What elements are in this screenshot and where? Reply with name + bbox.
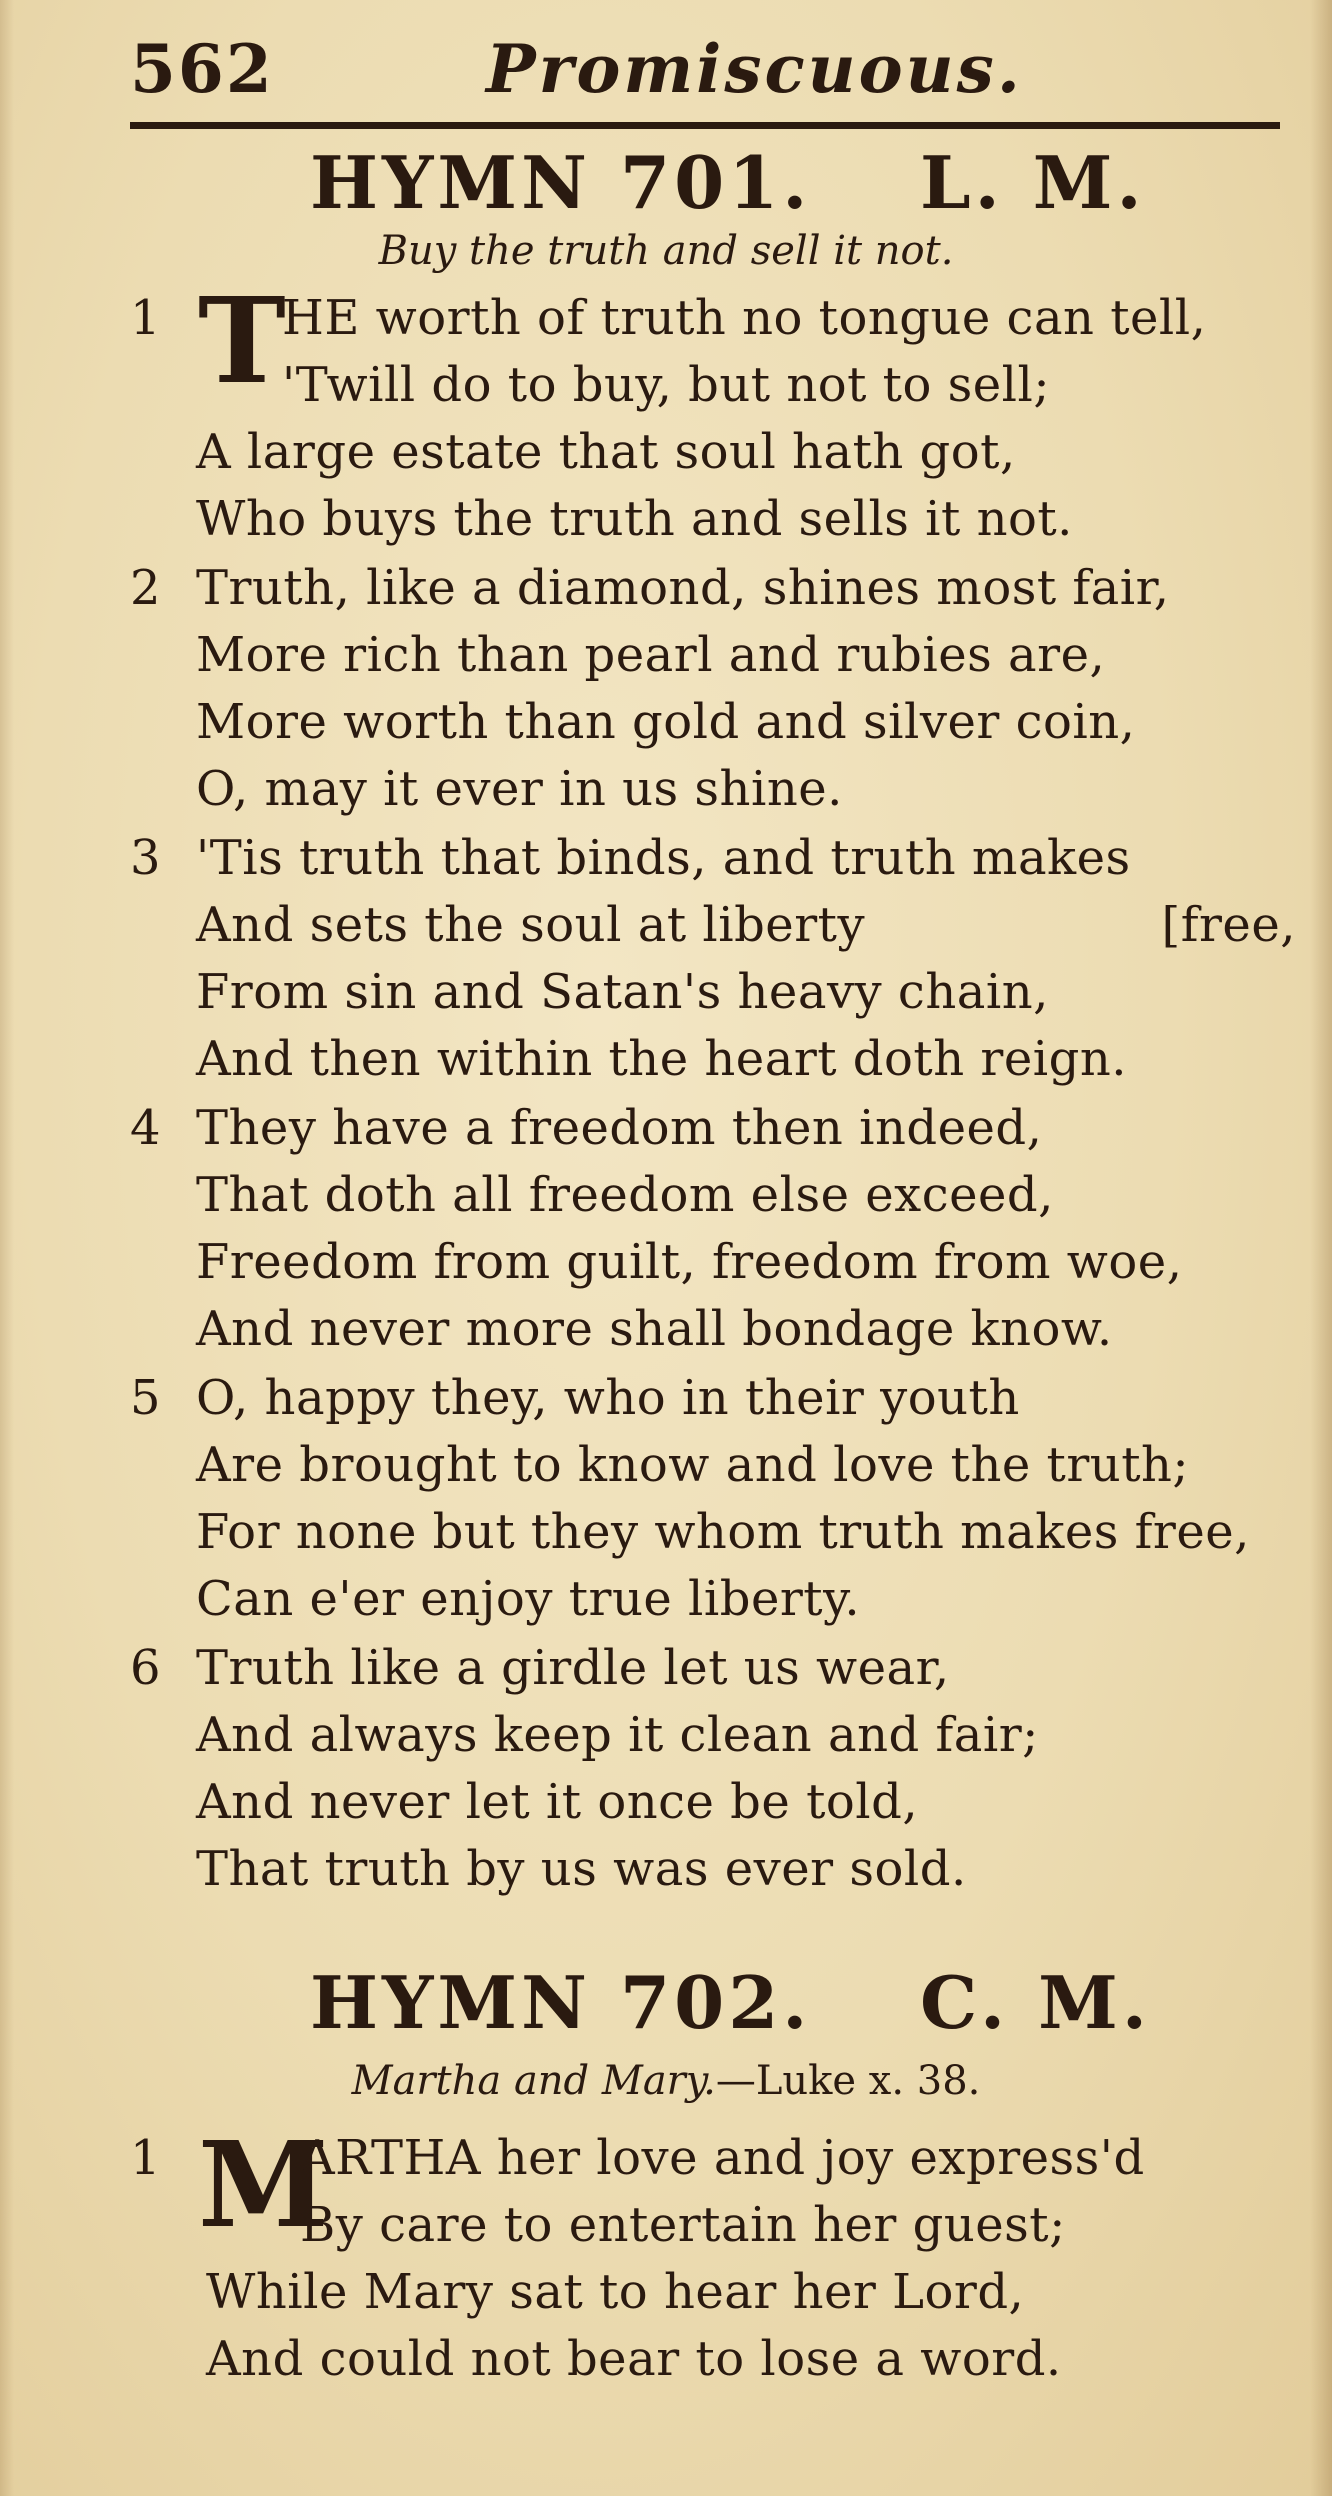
verse-text: They have a freedom then indeed, <box>196 1100 1043 1156</box>
verse-text: Truth, like a diamond, shines most fair, <box>196 560 1170 616</box>
verse-line <box>0 1571 1332 1637</box>
verse-number: 1 <box>130 290 162 346</box>
verse-text: More worth than gold and silver coin, <box>196 694 1136 750</box>
drop-cap: T <box>198 271 287 410</box>
verse-line <box>0 2331 1332 2397</box>
page-number: 562 <box>130 30 274 108</box>
verse-line <box>0 897 1332 963</box>
verse-line <box>0 830 1332 896</box>
verse-line <box>0 1437 1332 1503</box>
verse-text: And never let it once be told, <box>196 1774 919 1830</box>
verse-number: 1 <box>130 2130 162 2186</box>
hymn-subtitle-reference: —Luke x. 38. <box>715 2058 981 2104</box>
verse-line <box>0 2264 1332 2330</box>
verse-text: While Mary sat to hear her Lord, <box>206 2264 1025 2320</box>
verse-text: From sin and Satan's heavy chain, <box>196 964 1049 1020</box>
verse-number: 4 <box>130 1100 162 1156</box>
verse-line <box>0 1234 1332 1300</box>
verse-text: That doth all freedom else exceed, <box>196 1167 1054 1223</box>
hymn-meter: C. M. <box>920 1960 1151 2045</box>
hymn-meter: L. M. <box>920 140 1146 225</box>
verse-text: And could not bear to lose a word. <box>206 2331 1062 2387</box>
verse-line <box>0 627 1332 693</box>
verse-line <box>0 964 1332 1030</box>
verse-text: 'Tis truth that binds, and truth makes <box>196 830 1131 886</box>
verse-line <box>0 1167 1332 1233</box>
verse-line <box>0 1100 1332 1166</box>
hymn-subtitle: Buy the truth and sell it not. <box>378 228 954 274</box>
verse-number: 6 <box>130 1640 162 1696</box>
verse-text: Who buys the truth and sells it not. <box>196 491 1073 547</box>
verse-text: Can e'er enjoy true liberty. <box>196 1571 861 1627</box>
verse-number: 2 <box>130 560 162 616</box>
hymn-subtitle <box>0 2058 1332 2104</box>
verse-line <box>0 1370 1332 1436</box>
verse-text: Freedom from guilt, freedom from woe, <box>196 1234 1183 1290</box>
hymn-subtitle-title: Martha and Mary. <box>351 2058 716 2104</box>
carryover-word: [free, <box>1161 897 1296 953</box>
hymn-number: HYMN 701. <box>310 140 812 225</box>
drop-cap: M <box>198 2115 330 2254</box>
verse-text: ARTHA her love and joy express'd <box>300 2130 1145 2186</box>
verse-text: And then within the heart doth reign. <box>196 1031 1127 1087</box>
verse-line <box>0 1504 1332 1570</box>
verse-text: And sets the soul at liberty <box>196 897 866 953</box>
verse-number: 5 <box>130 1370 162 1426</box>
verse-text: HE worth of truth no tongue can tell, <box>282 290 1207 346</box>
verse-text: More rich than pearl and rubies are, <box>196 627 1106 683</box>
verse-text: By care to entertain her guest; <box>300 2197 1066 2253</box>
verse-line <box>0 694 1332 760</box>
hymn-number: HYMN 702. <box>310 1960 812 2045</box>
verse-line <box>0 357 1332 423</box>
verse-line <box>0 560 1332 626</box>
verse-number: 3 <box>130 830 162 886</box>
verse-line <box>0 491 1332 557</box>
verse-line <box>0 1301 1332 1367</box>
verse-text: Truth like a girdle let us wear, <box>196 1640 950 1696</box>
verse-text: O, happy they, who in their youth <box>196 1370 1020 1426</box>
verse-line <box>0 1640 1332 1706</box>
header-rule <box>130 122 1280 129</box>
verse-text: And never more shall bondage know. <box>196 1301 1113 1357</box>
verse-text: For none but they whom truth makes free, <box>196 1504 1250 1560</box>
verse-text: A large estate that soul hath got, <box>196 424 1016 480</box>
page-header <box>130 22 1280 122</box>
verse-line <box>0 761 1332 827</box>
verse-line <box>0 1774 1332 1840</box>
verse-line <box>0 1841 1332 1907</box>
verse-text: O, may it ever in us shine. <box>196 761 843 817</box>
verse-text: 'Twill do to buy, but not to sell; <box>282 357 1051 413</box>
running-title: Promiscuous. <box>486 30 1023 108</box>
verse-line <box>0 424 1332 490</box>
verse-line <box>0 1707 1332 1773</box>
verse-line <box>0 2197 1332 2263</box>
verse-text: And always keep it clean and fair; <box>196 1707 1039 1763</box>
verse-text: Are brought to know and love the truth; <box>196 1437 1190 1493</box>
verse-line <box>0 1031 1332 1097</box>
verse-text: That truth by us was ever sold. <box>196 1841 967 1897</box>
